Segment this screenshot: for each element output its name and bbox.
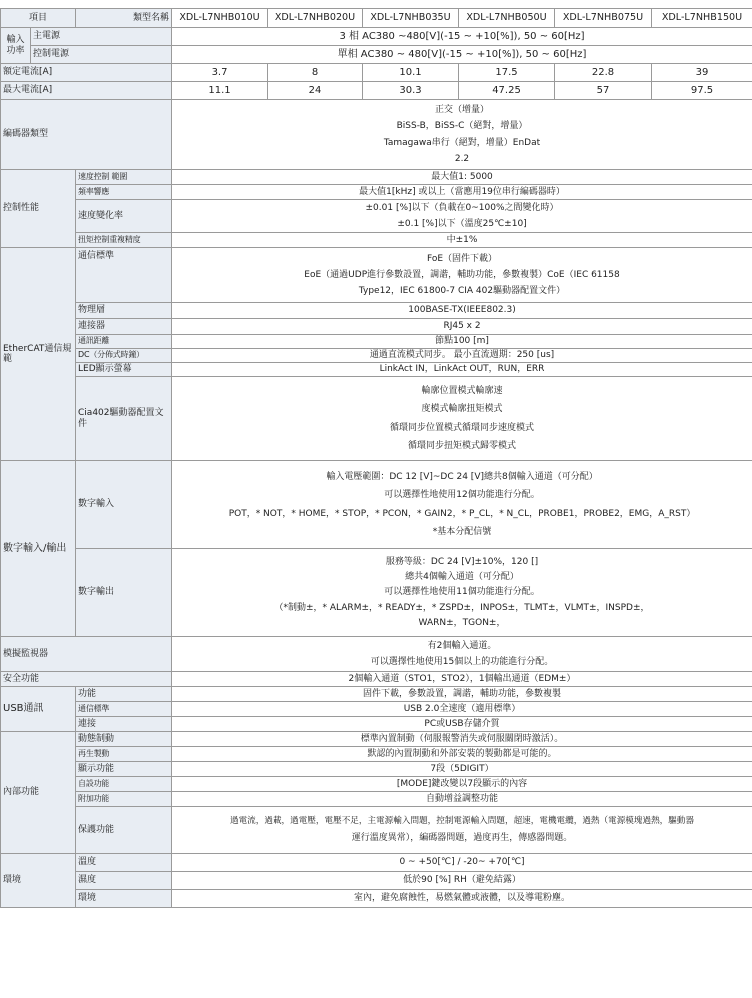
control-sub-label: 速度控制 範圍 [76, 170, 172, 185]
environment-value: 室內，避免腐蝕性，易燃氣體或液體，以及導電粉塵。 [172, 890, 752, 908]
row-dc [1, 349, 752, 363]
control-value: ±0.01 [%]以下（負載在0~100%之間變化時） ±0.1 [%]以下（溫度25℃±10] [172, 200, 752, 233]
analog-monitor-label: 模擬監視器 [1, 637, 172, 672]
environment-label: 環境 [1, 854, 76, 908]
model-col-6: XDL-L7NHB150U [652, 9, 752, 28]
safety-label: 安全功能 [1, 672, 172, 687]
row-max-current [1, 82, 752, 100]
usb-label: USB通訊 [1, 687, 76, 732]
row-main-power [1, 28, 752, 46]
internal-value: 7段（5DIGIT） [172, 762, 752, 777]
row-physical-layer [1, 303, 752, 319]
max-current-value: 47.25 [459, 82, 555, 100]
rated-current-label: 額定電流[A] [1, 64, 172, 82]
ethercat-value: 100BASE-TX(IEEE802.3) [172, 303, 752, 319]
usb-value: PC或USB存儲介質 [172, 717, 752, 732]
digital-output-value: 服務等級：DC 24 [V]±10%，120 [] 總共4個輸入通道（可分配） 可以選擇性地使用11個功能進行分配。 （*制動±，* ALARM±，* READY±，* ZSPD±，INPOS±，TLMT±，VLMT±，INSPD±， WARN±，TGON±， [172, 549, 752, 637]
digital-input-value: 輸入電壓範圍：DC 12 [V]~DC 24 [V]總共8個輸入通道（可分配） 可以選擇性地使用12個功能進行分配。 POT，* NOT，* HOME，* STOP，* PCON，* GAIN2，* P_CL，* N_CL，PROBE1，PROBE2，EMG，A_RST） *基本分配信號 [172, 461, 752, 549]
max-current-value: 24 [268, 82, 363, 100]
environment-value: 低於90 [%] RH（避免結露） [172, 872, 752, 890]
usb-value: USB 2.0全速度（適用標準） [172, 702, 752, 717]
row-encoder [1, 100, 752, 170]
model-col-4: XDL-L7NHB050U [459, 9, 555, 28]
ethercat-label: EtherCAT通信規範 [1, 248, 76, 461]
row-safety [1, 672, 752, 687]
row-comm-standard [1, 248, 752, 303]
row-analog-monitor [1, 637, 752, 672]
row-protection [1, 807, 752, 854]
max-current-value: 97.5 [652, 82, 752, 100]
control-label: 控制性能 [1, 170, 76, 248]
ethercat-value: 節點100 [m] [172, 335, 752, 349]
encoder-label: 編碼器類型 [1, 100, 172, 170]
internal-sub-label: 顯示功能 [76, 762, 172, 777]
analog-monitor-value: 有2個輸入通道。 可以選擇性地使用15個以上的功能進行分配。 [172, 637, 752, 672]
ethercat-value: 通過直流模式同步。 最小直流週期：250 [us] [172, 349, 752, 363]
ethercat-sub-label: 物理層 [76, 303, 172, 319]
rated-current-value: 39 [652, 64, 752, 82]
internal-sub-label: 附加功能 [76, 792, 172, 807]
header-item: 項目 [1, 9, 76, 28]
main-power-label: 主電源 [31, 28, 172, 46]
usb-sub-label: 通信標準 [76, 702, 172, 717]
internal-label: 內部功能 [1, 732, 76, 854]
row-humidity [1, 872, 752, 890]
environment-sub-label: 濕度 [76, 872, 172, 890]
control-sub-label: 扭矩控制重複精度 [76, 233, 172, 248]
control-value: 最大值1[kHz] 或以上（當應用19位串行編碼器時） [172, 185, 752, 200]
row-comm-distance [1, 335, 752, 349]
row-freq-response [1, 185, 752, 200]
rated-current-value: 22.8 [555, 64, 652, 82]
row-speed-variation [1, 200, 752, 233]
row-control-power [1, 46, 752, 64]
control-power-value: 單相 AC380 ~ 480[V](-15 ~ +10[%]), 50 ~ 60[Hz] [172, 46, 752, 64]
row-speed-range [1, 170, 752, 185]
max-current-value: 11.1 [172, 82, 268, 100]
row-display [1, 762, 752, 777]
max-current-label: 最大電流[A] [1, 82, 172, 100]
internal-sub-label: 保護功能 [76, 807, 172, 854]
ethercat-value: 輪廓位置模式輪廓速 度模式輪廓扭矩模式 循環同步位置模式循環同步速度模式 循環同步扭矩模式歸零模式 [172, 377, 752, 461]
header-model-name: 類型名稱 [76, 9, 172, 28]
internal-value: 過電流，過載，過電壓，電壓不足，主電源輸入問題，控制電源輸入問題，超速，電機電纜，過熱（電源模塊過熱，驅動器 運行溫度異常），編碼器問題，過度再生，傳感器問題。 [172, 807, 752, 854]
safety-value: 2個輸入通道（STO1，STO2），1個輸出通道（EDM±） [172, 672, 752, 687]
model-col-2: XDL-L7NHB020U [268, 9, 363, 28]
rated-current-value: 17.5 [459, 64, 555, 82]
internal-sub-label: 再生製動 [76, 747, 172, 762]
internal-value: 標準內置制動（伺服報警消失或伺服關閉時激活）。 [172, 732, 752, 747]
ethercat-sub-label: DC（分佈式時鐘） [76, 349, 172, 363]
row-digital-input [1, 461, 752, 549]
usb-sub-label: 連接 [76, 717, 172, 732]
main-power-value: 3 相 AC380 ~480[V](-15 ~ +10[%]), 50 ~ 60[Hz] [172, 28, 752, 46]
ethercat-sub-label: 通信標準 [76, 248, 172, 303]
environment-sub-label: 環境 [76, 890, 172, 908]
max-current-value: 30.3 [363, 82, 459, 100]
input-power-label: 輸入功率 [1, 28, 31, 64]
row-self-setting [1, 777, 752, 792]
row-torque-repeat [1, 233, 752, 248]
ethercat-sub-label: Cia402驅動器配置文件 [76, 377, 172, 461]
row-usb-standard [1, 702, 752, 717]
row-usb-function [1, 687, 752, 702]
control-value: 最大值1: 5000 [172, 170, 752, 185]
row-rated-current [1, 64, 752, 82]
rated-current-value: 10.1 [363, 64, 459, 82]
control-sub-label: 頻率響應 [76, 185, 172, 200]
header-row [1, 9, 752, 28]
internal-value: [MODE]鍵改變以7段顯示的內容 [172, 777, 752, 792]
digital-io-sub-label: 數字輸入 [76, 461, 172, 549]
digital-io-label: 數字輸入/輸出 [1, 461, 76, 637]
internal-value: 默認的內置制動和外部安裝的製動都是可能的。 [172, 747, 752, 762]
rated-current-value: 8 [268, 64, 363, 82]
row-temperature [1, 854, 752, 872]
max-current-value: 57 [555, 82, 652, 100]
control-value: 中±1% [172, 233, 752, 248]
rated-current-value: 3.7 [172, 64, 268, 82]
usb-sub-label: 功能 [76, 687, 172, 702]
control-sub-label: 速度變化率 [76, 200, 172, 233]
model-col-5: XDL-L7NHB075U [555, 9, 652, 28]
internal-sub-label: 動態制動 [76, 732, 172, 747]
row-led [1, 363, 752, 377]
ethercat-sub-label: LED顯示螢幕 [76, 363, 172, 377]
row-additional [1, 792, 752, 807]
spec-table [0, 8, 752, 908]
model-col-1: XDL-L7NHB010U [172, 9, 268, 28]
environment-value: 0 ~ +50[℃] / -20~ +70[℃] [172, 854, 752, 872]
ethercat-sub-label: 連接器 [76, 319, 172, 335]
row-cia402 [1, 377, 752, 461]
ethercat-value: RJ45 x 2 [172, 319, 752, 335]
row-regen-brake [1, 747, 752, 762]
row-usb-connection [1, 717, 752, 732]
control-power-label: 控制電源 [31, 46, 172, 64]
digital-io-sub-label: 數字輸出 [76, 549, 172, 637]
encoder-value: 正交（增量） BiSS-B，BiSS-C（絕對，增量） Tamagawa串行（絕對，增量）EnDat 2.2 [172, 100, 752, 170]
ethercat-value: LinkAct IN，LinkAct OUT，RUN，ERR [172, 363, 752, 377]
environment-sub-label: 溫度 [76, 854, 172, 872]
internal-sub-label: 自設功能 [76, 777, 172, 792]
row-dynamic-brake [1, 732, 752, 747]
ethercat-sub-label: 通訊距離 [76, 335, 172, 349]
model-col-3: XDL-L7NHB035U [363, 9, 459, 28]
row-ambient [1, 890, 752, 908]
row-connector [1, 319, 752, 335]
row-digital-output [1, 549, 752, 637]
ethercat-value: FoE（固件下載） EoE（通過UDP進行參數設置，調諧，輔助功能，參數複製）CoE（IEC 61158 Type12，IEC 61800-7 CIA 402驅動器配置文件） [172, 248, 752, 303]
internal-value: 自動增益調整功能 [172, 792, 752, 807]
usb-value: 固件下載，參數設置，調諧，輔助功能，參數複製 [172, 687, 752, 702]
